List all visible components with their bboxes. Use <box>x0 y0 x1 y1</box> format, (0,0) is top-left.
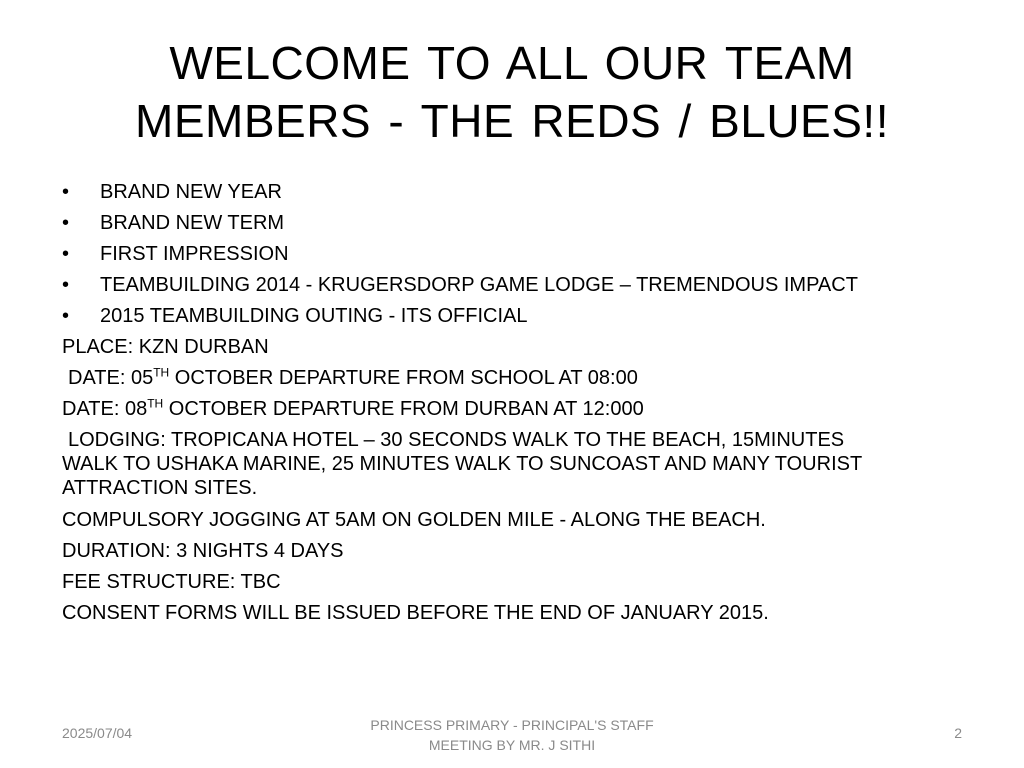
fee-line: FEE STRUCTURE: TBC <box>62 571 281 593</box>
slide-body <box>62 180 962 632</box>
footer-caption-line-1: PRINCESS PRIMARY - PRINCIPAL'S STAFF <box>370 717 654 733</box>
slide-title <box>60 34 964 150</box>
jogging-line: COMPULSORY JOGGING AT 5AM ON GOLDEN MILE - ALONG THE BEACH. <box>62 509 766 531</box>
bullet-text: BRAND NEW YEAR <box>100 181 282 203</box>
lodging-line-3: ATTRACTION SITES. <box>62 477 258 499</box>
date-prefix: DATE: 05 <box>68 367 154 389</box>
footer-caption-line-2: MEETING BY MR. J SITHI <box>428 737 596 753</box>
consent-line: CONSENT FORMS WILL BE ISSUED BEFORE THE END OF JANUARY 2015. <box>62 602 769 624</box>
footer-date: 2025/07/04 <box>62 725 133 741</box>
bullet-text: TEAMBUILDING 2014 - KRUGERSDORP GAME LODGE – TREMENDOUS IMPACT <box>100 274 858 296</box>
bullet-item <box>62 180 962 204</box>
slide-title-line-2: MEMBERS - THE REDS / BLUES!! <box>135 95 889 147</box>
bullet-item <box>62 242 962 266</box>
slide-title-line-1: WELCOME TO ALL OUR TEAM <box>169 37 855 89</box>
date-departure-school <box>62 366 962 390</box>
date-departure-durban <box>62 397 962 421</box>
bullet-text: FIRST IMPRESSION <box>100 243 289 265</box>
bullet-item <box>62 273 962 297</box>
lodging-line-2: WALK TO USHAKA MARINE, 25 MINUTES WALK TO SUNCOAST AND MANY TOURIST <box>62 453 863 475</box>
date-ordinal: TH <box>153 365 170 380</box>
lodging-line-1: LODGING: TROPICANA HOTEL – 30 SECONDS WALK TO THE BEACH, 15MINUTES <box>68 429 845 451</box>
lodging-paragraph <box>62 428 962 500</box>
bullet-text: BRAND NEW TERM <box>100 212 285 234</box>
date-ordinal: TH <box>147 396 164 411</box>
duration-line: DURATION: 3 NIGHTS 4 DAYS <box>62 540 344 562</box>
date-suffix: OCTOBER DEPARTURE FROM SCHOOL AT 08:00 <box>169 367 638 389</box>
bullet-icon: • <box>62 243 70 265</box>
bullet-item <box>62 211 962 235</box>
place-line: PLACE: KZN DURBAN <box>62 336 269 358</box>
date-prefix: DATE: 08 <box>62 398 148 420</box>
page-number: 2 <box>954 725 962 741</box>
bullet-icon: • <box>62 181 70 203</box>
date-suffix: OCTOBER DEPARTURE FROM DURBAN AT 12:000 <box>163 398 644 420</box>
bullet-item <box>62 304 962 328</box>
bullet-icon: • <box>62 212 70 234</box>
footer-caption <box>352 715 672 755</box>
bullet-icon: • <box>62 274 70 296</box>
bullet-icon: • <box>62 305 70 327</box>
bullet-text: 2015 TEAMBUILDING OUTING - ITS OFFICIAL <box>100 305 528 327</box>
